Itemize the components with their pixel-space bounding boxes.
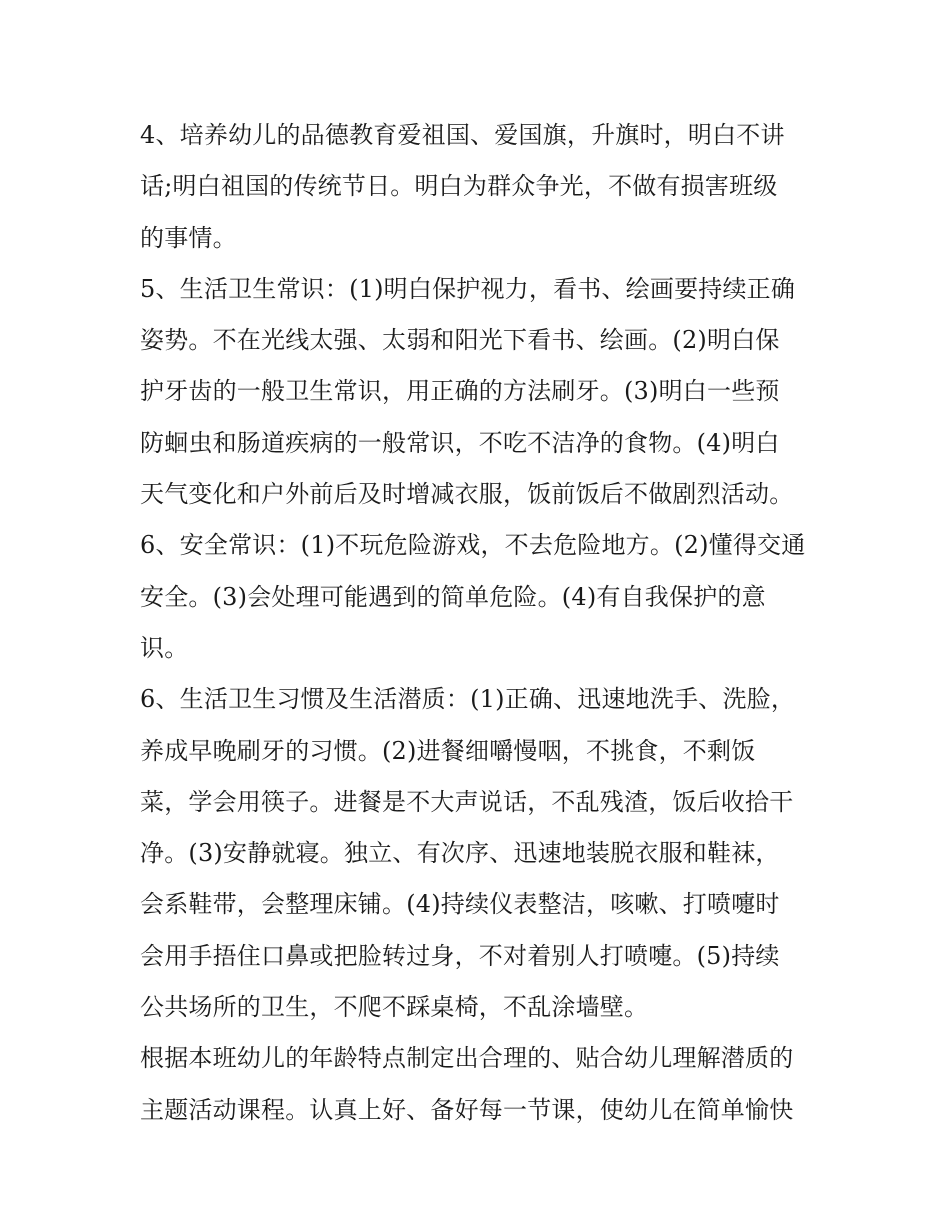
text-line: 养成早晚刷牙的习惯。(2)进餐细嚼慢咽，不挑食，不剩饭 xyxy=(140,736,756,765)
text-line: 识。 xyxy=(140,633,189,662)
text-line: 根据本班幼儿的年龄特点制定出合理的、贴合幼儿理解潜质的 xyxy=(140,1044,794,1073)
text-line: 护牙齿的一般卫生常识，用正确的方法刷牙。(3)明白一些预 xyxy=(140,377,780,406)
paragraph-hygiene-knowledge xyxy=(140,264,820,520)
text-line: 天气变化和户外前后及时增减衣服，饭前饭后不做剧烈活动。 xyxy=(140,480,794,509)
text-line: 的事情。 xyxy=(140,223,237,252)
paragraph-curriculum xyxy=(140,1033,820,1136)
text-line: 净。(3)安静就寝。独立、有次序、迅速地装脱衣服和鞋袜， xyxy=(140,839,780,868)
document-body xyxy=(140,110,820,1136)
text-line: 6、安全常识：(1)不玩危险游戏，不去危险地方。(2)懂得交通 xyxy=(140,531,806,560)
text-line: 5、生活卫生常识：(1)明白保护视力，看书、绘画要持续正确 xyxy=(140,274,796,303)
text-line: 菜，学会用筷子。进餐是不大声说话，不乱残渣，饭后收拾干 xyxy=(140,787,794,816)
paragraph-hygiene-habits xyxy=(140,674,820,1033)
text-line: 防蛔虫和肠道疾病的一般常识，不吃不洁净的食物。(4)明白 xyxy=(140,428,780,457)
paragraph-moral-education xyxy=(140,110,820,264)
text-line: 会用手捂住口鼻或把脸转过身，不对着别人打喷嚏。(5)持续 xyxy=(140,941,780,970)
text-line: 主题活动课程。认真上好、备好每一节课，使幼儿在简单愉快 xyxy=(140,1095,794,1124)
text-line: 6、生活卫生习惯及生活潜质：(1)正确、迅速地洗手、洗脸， xyxy=(140,685,796,714)
text-line: 4、培养幼儿的品德教育爱祖国、爱国旗，升旗时，明白不讲 xyxy=(140,121,785,149)
paragraph-safety-knowledge xyxy=(140,520,820,674)
text-line: 公共场所的卫生，不爬不踩桌椅，不乱涂墙壁。 xyxy=(140,993,649,1022)
text-line: 会系鞋带，会整理床铺。(4)持续仪表整洁，咳嗽、打喷嚏时 xyxy=(140,890,780,919)
text-line: 安全。(3)会处理可能遇到的简单危险。(4)有自我保护的意 xyxy=(140,582,766,611)
text-line: 姿势。不在光线太强、太弱和阳光下看书、绘画。(2)明白保 xyxy=(140,326,780,355)
text-line: 话;明白祖国的传统节日。明白为群众争光，不做有损害班级 xyxy=(140,172,778,201)
